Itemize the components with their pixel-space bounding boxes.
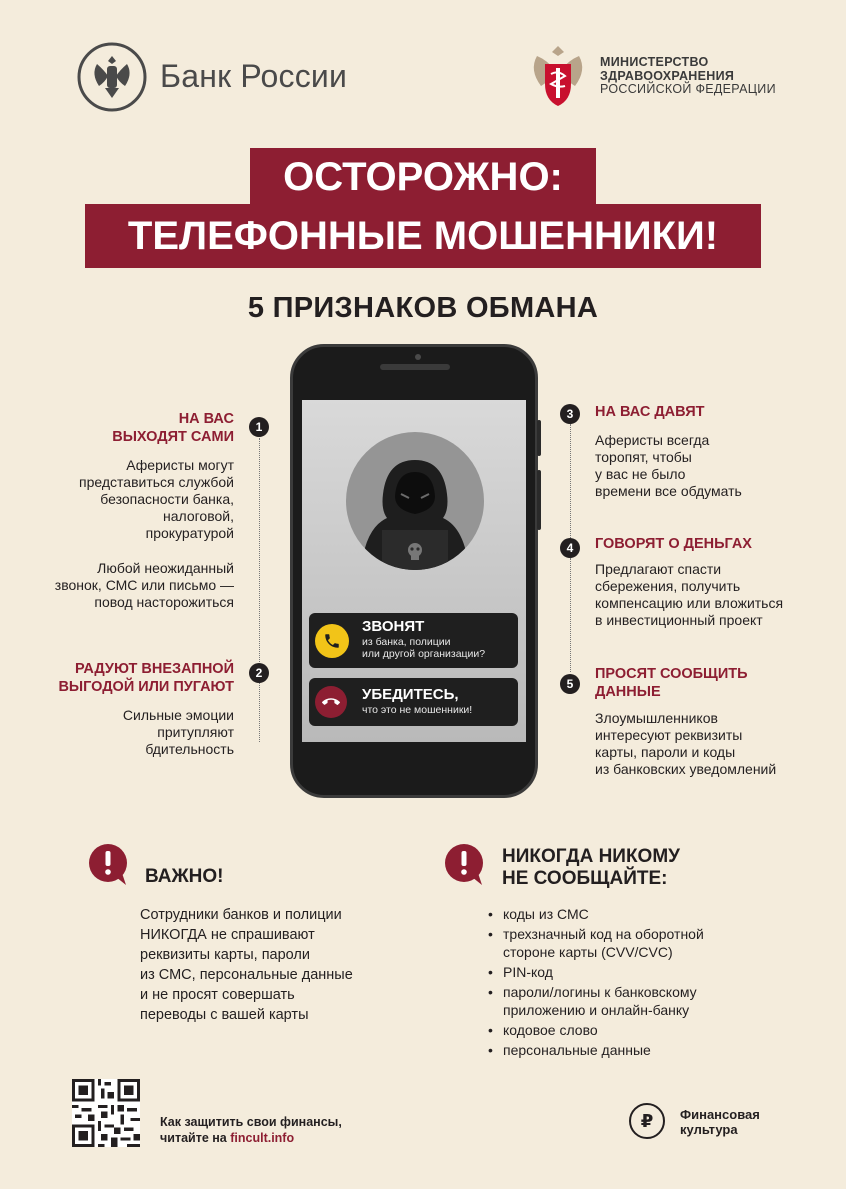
sign-4-text: Предлагают спасти сбережения, получить компенсацию или вложиться в инвестиционный проект (595, 561, 784, 628)
verify-subtitle: что это не мошенники! (362, 704, 473, 716)
ruble-icon: ₽ (629, 1103, 665, 1139)
hang-up-icon (322, 693, 340, 711)
fincult-link[interactable]: fincult.info (230, 1131, 295, 1145)
hooded-scammer-avatar (346, 432, 484, 570)
call-answer-button (315, 624, 349, 658)
list-item: • кодовое слово (486, 1021, 756, 1039)
sign-3-text: Аферисты всегда торопят, чтобы у вас не было времени все обдумать (595, 432, 742, 499)
bank-name: Банк России (160, 58, 348, 94)
left-dotted-connector (259, 682, 260, 742)
list-item: • трехзначный код на оборотной стороне карты (CVV/CVC) (486, 925, 756, 961)
call-subtitle: из банка, полиции или другой организации? (362, 636, 486, 660)
sign-number-1: 1 (249, 417, 269, 437)
right-dotted-connector (570, 424, 571, 538)
sign-2-text: Сильные эмоции притупляют бдительность (122, 707, 234, 757)
ministry-emblem-icon (527, 42, 589, 112)
sign-5-title: ПРОСЯТ СООБЩИТЬ ДАННЫЕ (595, 666, 748, 700)
footer-text: Как защитить свои финансы, читайте на fincult.info (160, 1115, 342, 1145)
sign-4-title: ГОВОРЯТ О ДЕНЬГАХ (595, 536, 752, 552)
important-title: ВАЖНО! (145, 866, 224, 887)
right-dotted-connector (570, 558, 571, 672)
sign-3-title: НА ВАС ДАВЯТ (595, 404, 705, 420)
sign-number-3: 3 (560, 404, 580, 424)
hooded-figure-icon (346, 432, 484, 570)
sign-1-text-2: Любой неожиданный звонок, СМС или письмо — повод насторожиться (54, 560, 234, 610)
financial-culture-logo-text: Финансовая культура (680, 1107, 760, 1137)
sign-1-title: НА ВАС ВЫХОДЯТ САМИ (112, 411, 234, 445)
bank-of-russia-eagle-icon (77, 42, 147, 112)
list-item: • персональные данные (486, 1041, 756, 1059)
list-item: • коды из СМС (486, 905, 756, 923)
phone-speaker (380, 364, 450, 370)
important-text: Сотрудники банков и полиции НИКОГДА не спрашивают реквизиты карты, пароли из СМС, персональные данные и не просят совершать переводы с вашей карты (140, 907, 353, 1023)
title-line-1: ОСТОРОЖНО: (250, 148, 596, 206)
exclamation-bubble-icon (86, 842, 130, 886)
list-item: • PIN-код (486, 963, 756, 981)
phone-side-button (537, 420, 541, 456)
subtitle: 5 ПРИЗНАКОВ ОБМАНА (247, 292, 599, 324)
phone-side-button (537, 470, 541, 530)
sign-5-text: Злоумышленников интересуют реквизиты карты, пароли и коды из банковских уведомлений (595, 710, 777, 777)
never-tell-list (486, 905, 756, 1061)
phone-handset-icon (323, 632, 341, 650)
call-decline-button (315, 686, 347, 718)
never-tell-title: НИКОГДА НИКОМУ НЕ СООБЩАЙТЕ: (502, 846, 680, 889)
sign-number-4: 4 (560, 538, 580, 558)
list-item: • пароли/логины к банковскому приложению и онлайн-банку (486, 983, 756, 1019)
sign-2-title: РАДУЮТ ВНЕЗАПНОЙ ВЫГОДОЙ ИЛИ ПУГАЮТ (58, 661, 234, 695)
verify-title: УБЕДИТЕСЬ, (362, 686, 459, 703)
sign-number-5: 5 (560, 674, 580, 694)
sign-number-2: 2 (249, 663, 269, 683)
phone-camera (415, 354, 421, 360)
sign-1-text: Аферисты могут представиться службой безопасности банка, налоговой, прокуратурой (79, 457, 234, 541)
exclamation-bubble-icon (442, 842, 486, 886)
call-title: ЗВОНЯТ (362, 618, 425, 635)
title-line-2: ТЕЛЕФОННЫЕ МОШЕННИКИ! (85, 204, 761, 268)
qr-code-icon[interactable] (72, 1079, 140, 1147)
left-dotted-connector (259, 438, 260, 662)
ministry-name: МИНИСТЕРСТВО ЗДРАВООХРАНЕНИЯ РОССИЙСКОЙ ФЕДЕРАЦИИ (600, 55, 776, 96)
